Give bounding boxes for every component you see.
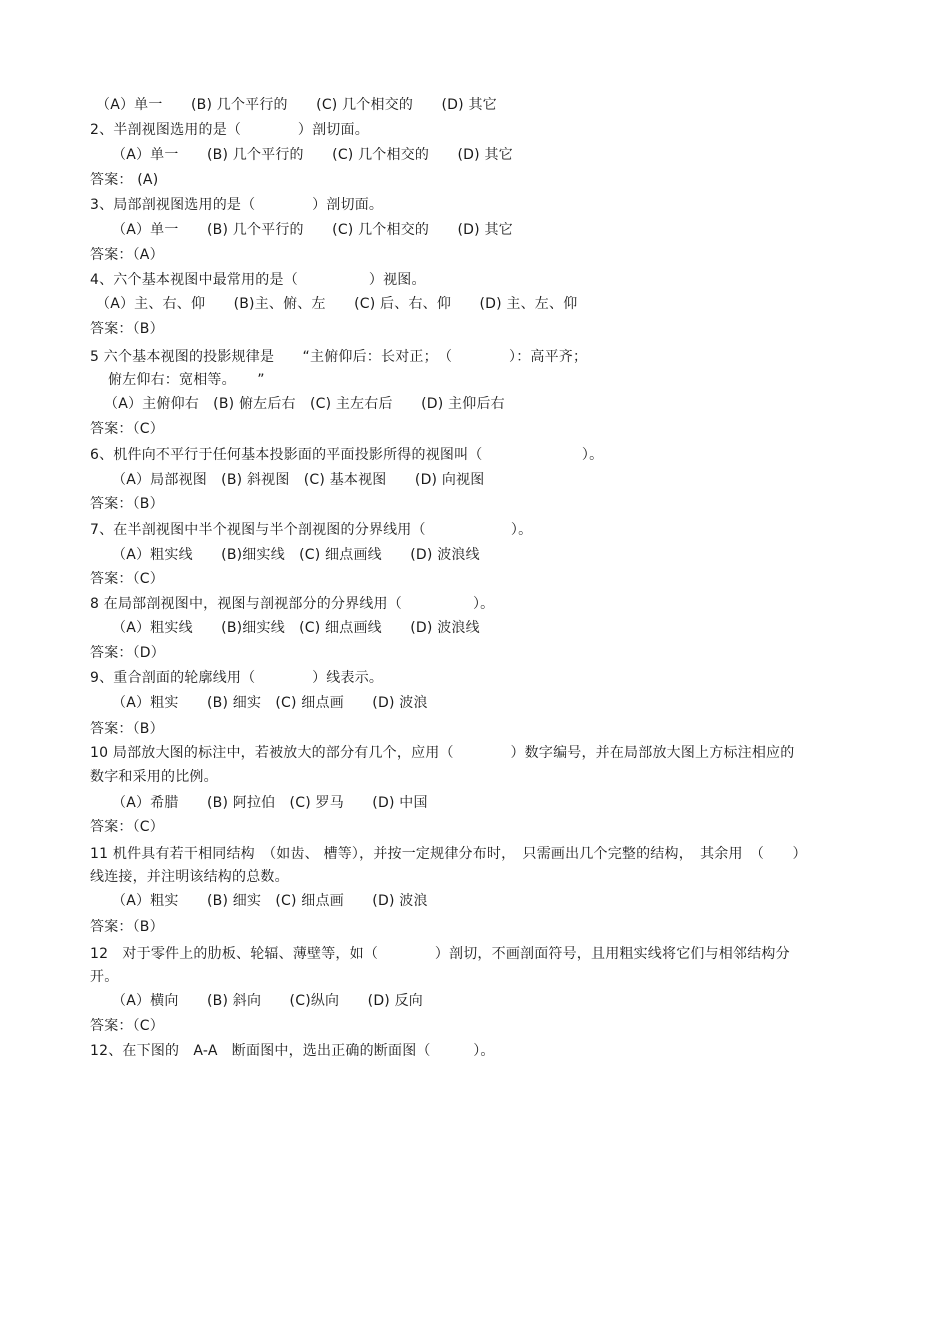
q4-question: 4、六个基本视图中最常用的是（ ）视图。 — [90, 272, 426, 288]
q11-options: （A）粗实 (B) 细实 (C) 细点画 (D) 波浪 — [112, 893, 428, 909]
q5-answer: 答案：（C） — [90, 421, 164, 437]
q8-question: 8 在局部剖视图中，视图与剖视部分的分界线用（ ）。 — [90, 596, 495, 612]
q10-question-cont: 数字和采用的比例。 — [90, 769, 218, 785]
q11-question: 11 机件具有若干相同结构 （如齿、 槽等），并按一定规律分布时， 只需画出几个完整的结构， 其余用 （ ） — [90, 846, 807, 862]
q10-options: （A）希腊 (B) 阿拉伯 (C) 罗马 (D) 中国 — [112, 795, 428, 811]
q7-answer: 答案：（C） — [90, 571, 164, 587]
q5-options: （A）主俯仰右 (B) 俯左后右 (C) 主左右后 (D) 主仰后右 — [104, 396, 505, 412]
q6-options: （A）局部视图 (B) 斜视图 (C) 基本视图 (D) 向视图 — [112, 472, 485, 488]
q4-answer: 答案：（B） — [90, 321, 164, 337]
q3-question: 3、局部剖视图选用的是（ ）剖切面。 — [90, 197, 384, 213]
q8-answer: 答案：（D） — [90, 645, 165, 661]
q1-options: （A）单一 (B) 几个平行的 (C) 几个相交的 (D) 其它 — [96, 97, 497, 113]
q12-question-cont: 开。 — [90, 969, 119, 985]
q3-options: （A）单一 (B) 几个平行的 (C) 几个相交的 (D) 其它 — [112, 222, 513, 238]
q12-options: （A）横向 (B) 斜向 (C)纵向 (D) 反向 — [112, 993, 424, 1009]
q12-answer: 答案：（C） — [90, 1018, 164, 1034]
q2-question: 2、半剖视图选用的是（ ）剖切面。 — [90, 122, 369, 138]
q11-answer: 答案：（B） — [90, 919, 164, 935]
q6-answer: 答案：（B） — [90, 496, 164, 512]
q12-question: 12 对于零件上的肋板、轮辐、薄壁等，如（ ）剖切，不画剖面符号，且用粗实线将它们与相邻结构分 — [90, 946, 790, 962]
q10-question: 10 局部放大图的标注中，若被放大的部分有几个，应用（ ）数字编号，并在局部放大图上方标注相应的 — [90, 745, 795, 761]
q12b-question: 12、在下图的 A-A 断面图中，选出正确的断面图（ ）。 — [90, 1043, 495, 1059]
q11-question-cont: 线连接，并注明该结构的总数。 — [90, 869, 289, 885]
q5-question: 5 六个基本视图的投影规律是 “主俯仰后：长对正； （ ）：高平齐； — [90, 349, 588, 365]
q5-question-cont: 俯左仰右：宽相等。 ” — [108, 372, 265, 388]
q7-question: 7、在半剖视图中半个视图与半个剖视图的分界线用（ ）。 — [90, 522, 533, 538]
q2-options: （A）单一 (B) 几个平行的 (C) 几个相交的 (D) 其它 — [112, 147, 513, 163]
q9-answer: 答案：（B） — [90, 721, 164, 737]
q9-options: （A）粗实 (B) 细实 (C) 细点画 (D) 波浪 — [112, 695, 428, 711]
q9-question: 9、重合剖面的轮廓线用（ ）线表示。 — [90, 670, 384, 686]
q7-options: （A）粗实线 (B)细实线 (C) 细点画线 (D) 波浪线 — [112, 547, 480, 563]
q8-options: （A）粗实线 (B)细实线 (C) 细点画线 (D) 波浪线 — [112, 620, 480, 636]
q10-answer: 答案：（C） — [90, 819, 164, 835]
q6-question: 6、机件向不平行于任何基本投影面的平面投影所得的视图叫（ ）。 — [90, 447, 604, 463]
q2-answer: 答案： (A) — [90, 172, 159, 188]
q3-answer: 答案：（A） — [90, 247, 164, 263]
q4-options: （A）主、右、仰 (B)主、俯、左 (C) 后、右、仰 (D) 主、左、仰 — [96, 296, 578, 312]
